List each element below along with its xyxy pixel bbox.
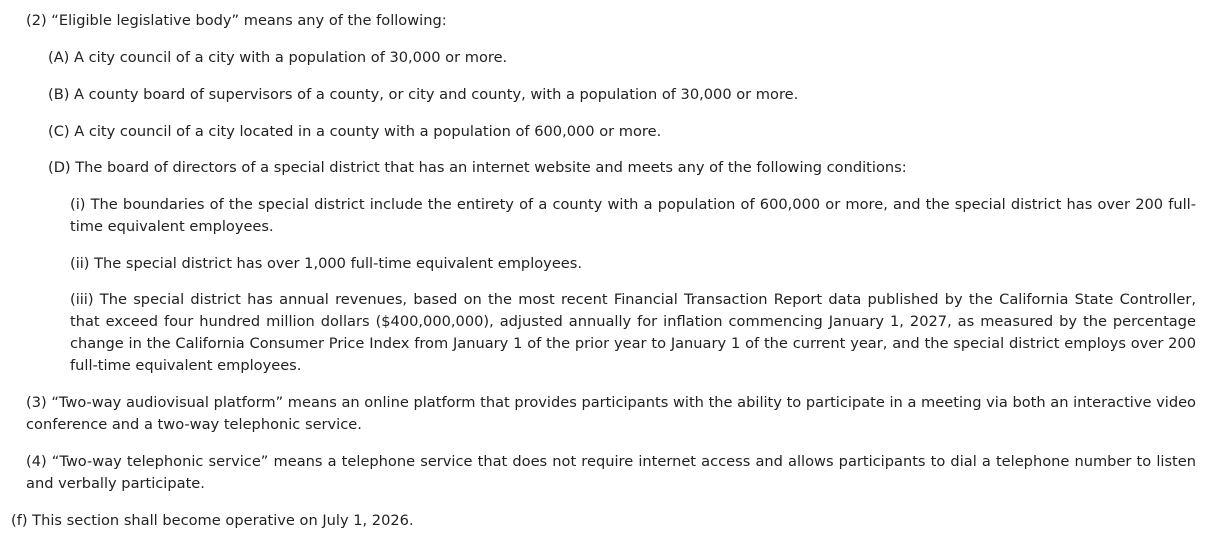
paragraph-2a: (A) A city council of a city with a population of 30,000 or more. (48, 49, 508, 66)
subdivision-f: (f) This section shall become operative on July 1, 2026. (11, 512, 414, 529)
paragraph-2b: (B) A county board of supervisors of a county, or city and county, with a population of 30,000 or more. (48, 86, 799, 103)
paragraph-4: (4) “Two-way telephonic service” means a telephone service that does not require internet access and allows participants to dial a telephone number to listen and verbally participate. (26, 453, 1196, 492)
paragraph-2c: (C) A city council of a city located in a county with a population of 600,000 or more. (48, 123, 662, 140)
paragraph-2: (2) “Eligible legislative body” means any of the following: (26, 12, 447, 29)
paragraph-2d-ii: (ii) The special district has over 1,000 full-time equivalent employees. (70, 255, 583, 272)
paragraph-2d: (D) The board of directors of a special district that has an internet website and meets any of the following conditions: (48, 159, 907, 176)
paragraph-3: (3) “Two-way audiovisual platform” means an online platform that provides participants with the ability to participate in a meeting via both an interactive video conference and a two-way telephonic service. (26, 394, 1196, 433)
paragraph-2d-i: (i) The boundaries of the special district include the entirety of a county with a population of 600,000 or more, and the special district has over 200 full-time equivalent employees. (70, 196, 1196, 235)
paragraph-2d-iii: (iii) The special district has annual revenues, based on the most recent Financial Transaction Report data published by the California State Controller, that exceed four hundred million dollars ($400,000,000), adjusted annually for inflation commencing January 1, 2027, as measured by the percentage change in the California Consumer Price Index from January 1 of the prior year to January 1 of the current year, and the special district employs over 200 full-time equivalent employees. (70, 291, 1196, 374)
